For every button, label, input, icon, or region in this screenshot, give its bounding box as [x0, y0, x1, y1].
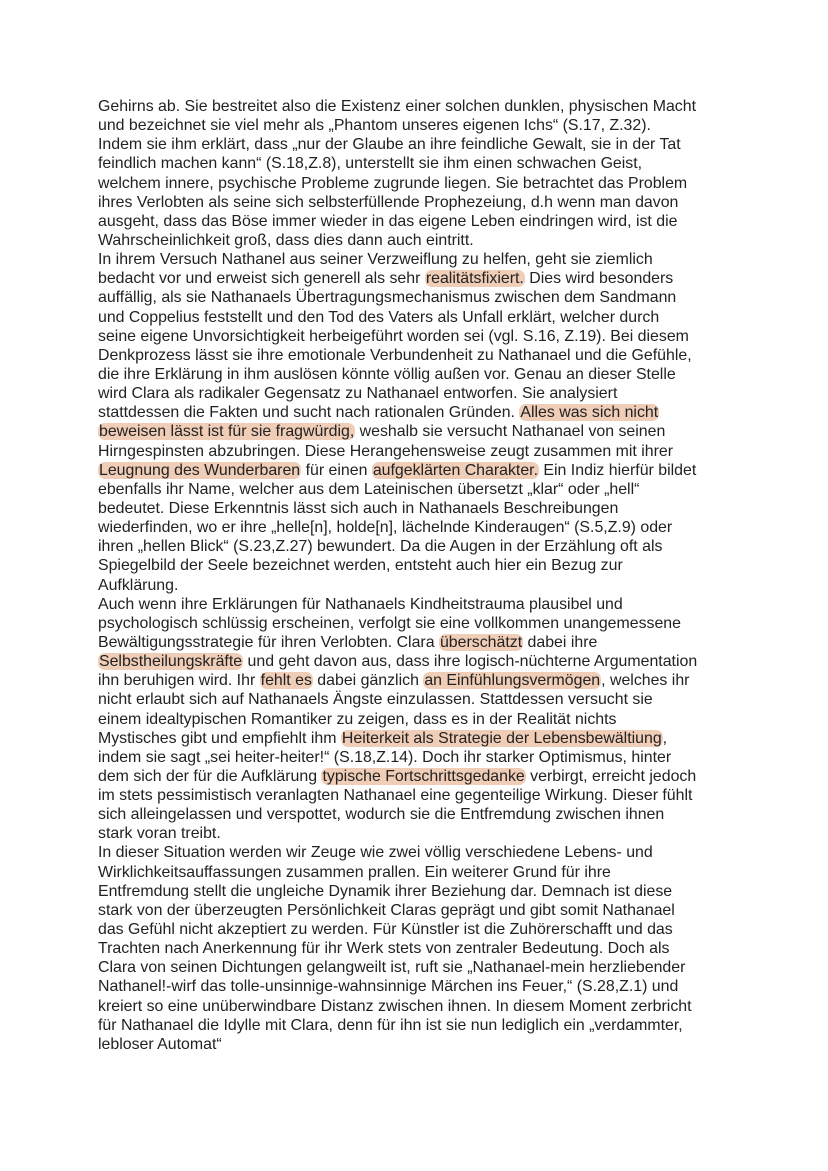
highlighted-text: realitätsfixiert. [425, 270, 524, 288]
text-line [98, 958, 736, 977]
text-segment: weshalb sie versucht Nathanael von seinen [355, 423, 666, 441]
text-segment: im stets pessimistisch veranlagten Nathanael eine gegenteilige Wirkung. Dieser fühlt [98, 787, 693, 805]
text-segment: Nathanel!-wirf das tolle-unsinnige-wahnsinnige Märchen ins Feuer,“ (S.28,Z.1) und [98, 978, 679, 996]
text-line [98, 690, 736, 709]
text-line [98, 269, 736, 288]
text-line [98, 863, 736, 882]
highlighted-text: aufgeklärten Charakter. [372, 461, 539, 479]
text-segment: Bewältigungsstrategie für ihren Verlobten. Clara [98, 633, 439, 651]
text-segment: Aufklärung. [98, 576, 179, 594]
text-line [98, 786, 736, 805]
text-segment: Hirngespinsten abzubringen. Diese Herangehensweise zeugt zusammen mit ihrer [98, 442, 674, 460]
highlighted-text: Heiterkeit als Strategie der Lebensbewältiung [341, 729, 662, 747]
text-segment: seine eigene Unvorsichtigkeit herbeigeführt worden sei (vgl. S.16, Z.19). Bei diesem [98, 327, 689, 345]
text-line [98, 308, 736, 327]
text-segment: In dieser Situation werden wir Zeuge wie zwei völlig verschiedene Lebens- und [98, 844, 653, 862]
text-segment: stark voran treibt. [98, 825, 221, 843]
text-line [98, 212, 736, 231]
text-segment: ebenfalls ihr Name, welcher aus dem Lateinischen übersetzt „klar“ oder „hell“ [98, 480, 640, 498]
text-segment: , [662, 729, 668, 747]
text-segment: kreiert so eine unüberwindbare Distanz zwischen ihnen. In diesem Moment zerbricht [98, 997, 692, 1015]
text-line [98, 997, 736, 1016]
text-line [98, 288, 736, 307]
text-line [98, 939, 736, 958]
text-line [98, 595, 736, 614]
text-segment: stark von der überzeugten Persönlichkeit Claras geprägt und gibt somit Nathanael [98, 901, 675, 919]
text-segment: Mystisches gibt und empfiehlt ihm [98, 729, 341, 747]
highlighted-text: überschätzt [439, 633, 523, 651]
text-line [98, 461, 736, 480]
text-segment: bedacht vor und erweist sich generell als sehr [98, 270, 425, 288]
text-line [98, 710, 736, 729]
text-line [98, 652, 736, 671]
text-line [98, 920, 736, 939]
text-segment: ihn beruhigen wird. Ihr [98, 672, 260, 690]
text-segment: sich alleingelassen und verspottet, wodurch sie die Entfremdung zwischen ihnen [98, 806, 665, 824]
text-segment: und bezeichnet sie viel mehr als „Phantom unseres eigenen Ichs“ (S.17, Z.32). [98, 117, 651, 135]
text-segment: ihren „hellen Blick“ (S.23,Z.27) bewundert. Da die Augen in der Erzählung oft als [98, 538, 663, 556]
text-line [98, 442, 736, 461]
text-segment: Entfremdung stellt die ungleiche Dynamik ihrer Beziehung dar. Demnach ist diese [98, 882, 673, 900]
text-line [98, 843, 736, 862]
text-line [98, 327, 736, 346]
text-segment: lebloser Automat“ [98, 1035, 222, 1053]
highlighted-text: fehlt es [260, 672, 312, 690]
document-page [98, 97, 736, 1054]
text-line [98, 480, 736, 499]
text-line [98, 97, 736, 116]
text-segment: Auch wenn ihre Erklärungen für Nathanaels Kindheitstrauma plausibel und [98, 595, 623, 613]
text-segment: nicht erlaubt sich auf Nathanaels Ängste einzulassen. Stattdessen versucht sie [98, 691, 653, 709]
highlighted-text: Leugnung des Wunderbaren [99, 461, 301, 479]
text-segment: Denkprozess lässt sie ihre emotionale Verbundenheit zu Nathanael und die Gefühle, [98, 346, 692, 364]
highlighted-text: Selbstheilungskräfte [99, 653, 243, 671]
highlighted-text: Alles was sich nicht [520, 404, 659, 422]
text-segment: Trachten nach Anerkennung für ihr Werk stets von zentraler Bedeutung. Doch als [98, 940, 670, 958]
text-segment: Gehirns ab. Sie bestreitet also die Existenz einer solchen dunklen, physischen Macht [98, 98, 696, 115]
text-line [98, 576, 736, 595]
text-segment: indem sie sagt „sei heiter-heiter!“ (S.18,Z.14). Doch ihr starker Optimismus, hinter [98, 748, 672, 766]
text-segment: dem sich der für die Aufklärung [98, 767, 322, 785]
text-segment: Ein Indiz hierfür bildet [539, 461, 697, 479]
text-line [98, 154, 736, 173]
text-segment: feindlich machen kann“ (S.18,Z.8), unterstellt sie ihm einen schwachen Geist, [98, 155, 643, 173]
text-segment: Spiegelbild der Seele bezeichnet werden, entsteht auch hier ein Bezug zur [98, 557, 623, 575]
text-segment: welchem innere, psychische Probleme zugrunde liegen. Sie betrachtet das Problem [98, 174, 688, 192]
text-line [98, 346, 736, 365]
text-line [98, 250, 736, 269]
highlighted-text: typische Fortschrittsgedanke [322, 767, 525, 785]
text-line [98, 231, 736, 250]
text-line [98, 365, 736, 384]
text-line [98, 824, 736, 843]
highlighted-text: beweisen lässt ist für sie fragwürdig, [99, 423, 355, 441]
text-line [98, 1035, 736, 1054]
text-line [98, 556, 736, 575]
text-segment: bedeutet. Diese Erkenntnis lässt sich auch in Nathanaels Beschreibungen [98, 499, 619, 517]
text-segment: wird Clara als radikaler Gegensatz zu Nathanael entworfen. Sie analysiert [98, 385, 618, 403]
text-segment: verbirgt, erreicht jedoch [525, 767, 697, 785]
text-line [98, 671, 736, 690]
text-segment: Dies wird besonders [524, 270, 674, 288]
text-segment: auffällig, als sie Nathanaels Übertragungsmechanismus zwischen dem Sandmann [98, 289, 677, 307]
text-segment: wiederfinden, wo er ihre „helle[n], holde[n], lächelnde Kinderaugen“ (S.5,Z.9) oder [98, 519, 673, 537]
text-line [98, 174, 736, 193]
text-segment: einem idealtypischen Romantiker zu zeigen, dass es in der Realität nichts [98, 710, 617, 728]
text-segment: dabei gänzlich [312, 672, 424, 690]
text-segment: psychologisch schlüssig erscheinen, verfolgt sie eine vollkommen unangemessene [98, 614, 681, 632]
text-segment: ausgeht, dass das Böse immer wieder in das eigene Leben eindringen wird, ist die [98, 212, 678, 230]
text-line [98, 882, 736, 901]
text-line [98, 135, 736, 154]
text-segment: das Gefühl nicht akzeptiert zu werden. Für Künstler ist die Zuhörerschafft und das [98, 921, 673, 939]
text-line [98, 805, 736, 824]
text-segment: Wirklichkeitsauffassungen zusammen prallen. Ein weiterer Grund für ihre [98, 863, 611, 881]
text-segment: und geht davon aus, dass ihre logisch-nüchterne Argumentation [243, 653, 698, 671]
text-segment: für Nathanael die Idylle mit Clara, denn für ihn ist sie nun lediglich ein „verdammter, [98, 1016, 683, 1034]
text-line [98, 193, 736, 212]
text-line [98, 499, 736, 518]
text-line [98, 901, 736, 920]
text-segment: die ihre Erklärung in ihm auslösen könnte völlig außen vor. Genau an dieser Stelle [98, 365, 676, 383]
text-segment: und Coppelius feststellt und den Tod des Vaters als Unfall erklärt, welcher durch [98, 308, 660, 326]
text-segment: In ihrem Versuch Nathanel aus seiner Verzweiflung zu helfen, geht sie ziemlich [98, 251, 653, 269]
text-line [98, 633, 736, 652]
text-segment: Wahrscheinlichkeit groß, dass dies dann auch eintritt. [98, 231, 474, 249]
text-line [98, 767, 736, 786]
text-line [98, 537, 736, 556]
text-line [98, 384, 736, 403]
text-segment: dabei ihre [523, 633, 598, 651]
text-line [98, 518, 736, 537]
text-segment: , welches ihr [601, 672, 690, 690]
text-line [98, 748, 736, 767]
text-segment: Indem sie ihm erklärt, dass „nur der Glaube an ihre feindliche Gewalt, sie in der Tat [98, 136, 681, 154]
text-line [98, 116, 736, 135]
text-line [98, 422, 736, 441]
text-line [98, 614, 736, 633]
text-segment: ihres Verlobten als seine sich selbsterfüllende Prophezeiung, d.h wenn man davon [98, 193, 679, 211]
text-line [98, 1016, 736, 1035]
text-line [98, 729, 736, 748]
text-line [98, 403, 736, 422]
text-segment: stattdessen die Fakten und sucht nach rationalen Gründen. [98, 404, 520, 422]
text-line [98, 977, 736, 996]
text-segment: für einen [301, 461, 372, 479]
highlighted-text: an Einfühlungsvermögen [424, 672, 601, 690]
text-segment: Clara von seinen Dichtungen gelangweilt ist, ruft sie „Nathanael-mein herzliebender [98, 959, 686, 977]
